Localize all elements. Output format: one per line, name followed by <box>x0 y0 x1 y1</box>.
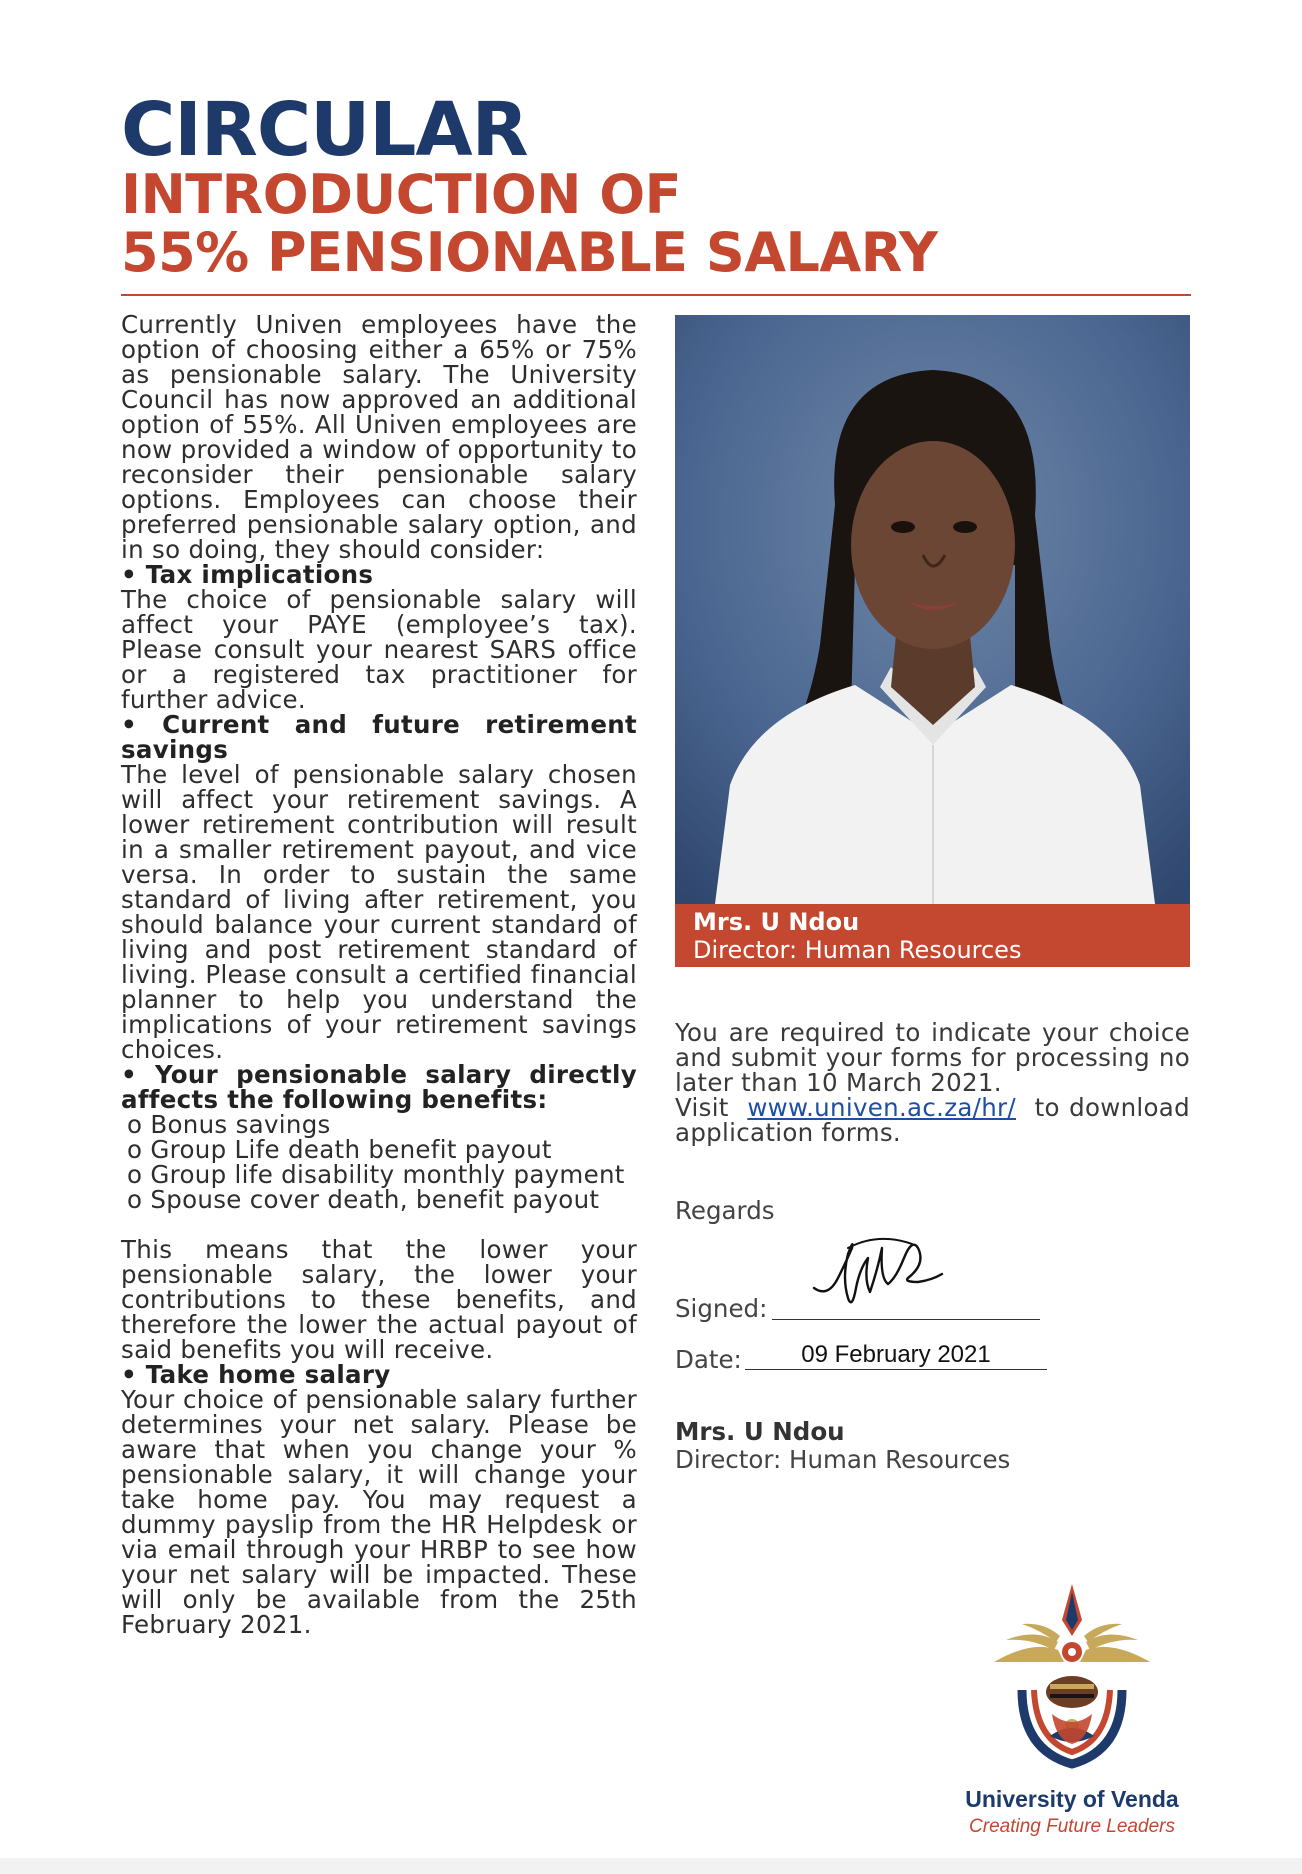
signatory-role: Director: Human Resources <box>675 1445 1011 1474</box>
signatory-block <box>675 1418 1010 1474</box>
section-body-tax: The choice of pensionable salary will affect your PAYE (employee’s tax). Please consult your nearest SARS office or a registered tax practitioner for further advice. <box>121 585 637 714</box>
title-divider <box>121 294 1191 296</box>
subtitle-line-1: INTRODUCTION OF <box>121 163 682 226</box>
page-title: CIRCULAR <box>121 87 528 173</box>
signed-label: Signed: <box>675 1294 768 1323</box>
signatory-name: Mrs. U Ndou <box>675 1417 845 1446</box>
director-portrait <box>675 315 1190 904</box>
section-heading-retirement: • Current and future retirement savings <box>121 710 637 764</box>
signature-line <box>772 1319 1040 1320</box>
visit-suffix: to download application forms. <box>675 1093 1190 1147</box>
list-item: o Bonus savings <box>127 1110 331 1139</box>
section-body-take-home: Your choice of pensionable salary further determines your net salary. Please be aware that when you change your % pensionable salary, it will change your take home pay. You may request a dummy payslip from the HR Helpdesk or via email through your HRBP to see how your net salary will be impacted. These will only be available from the 25th February 2021. <box>121 1385 637 1639</box>
benefits-list <box>121 1112 637 1212</box>
hr-forms-link[interactable]: www.univen.ac.za/hr/ <box>747 1093 1016 1122</box>
university-crest-logo <box>992 1580 1152 1780</box>
body-column <box>121 312 637 1637</box>
subtitle-line-2: 55% PENSIONABLE SALARY <box>121 221 938 284</box>
section-heading-benefits: • Your pensionable salary directly affects the following benefits: <box>121 1060 637 1114</box>
signature-image <box>808 1218 948 1318</box>
portrait-image <box>675 315 1190 904</box>
date-line <box>745 1369 1047 1370</box>
portrait-caption <box>675 904 1190 967</box>
section-body-retirement: The level of pensionable salary chosen will affect your retirement savings. A lower retirement contribution will result in a smaller retirement payout, and vice versa. In order to sustain the same standard of living after retirement, you should balance your current standard of living and post retirement standard of living. Please consult a certified financial planner to help you understand the implications of your retirement savings choices. <box>121 760 637 1064</box>
section-heading-take-home: • Take home salary <box>121 1360 391 1389</box>
page-subtitle <box>121 163 938 284</box>
instructions-block <box>675 1020 1190 1145</box>
date-label: Date: <box>675 1345 742 1374</box>
intro-paragraph: Currently Univen employees have the option of choosing either a 65% or 75% as pensionable salary. The University Council has now approved an additional option of 55%. All Univen employees are now provided a window of opportunity to reconsider their pensionable salary options. Employees can choose their preferred pensionable salary option, and in so doing, they should consider: <box>121 310 637 564</box>
university-name: University of Venda <box>965 1786 1179 1812</box>
caption-name: Mrs. U Ndou <box>693 908 860 936</box>
list-item: o Group life disability monthly payment <box>127 1160 625 1189</box>
list-item: o Spouse cover death, benefit payout <box>127 1185 600 1214</box>
page-bottom-band <box>0 1858 1302 1874</box>
section-heading-tax: • Tax implications <box>121 560 374 589</box>
list-item: o Group Life death benefit payout <box>127 1135 552 1164</box>
benefits-summary-paragraph: This means that the lower your pensionable salary, the lower your contributions to these benefits, and therefore the lower the actual payout of said benefits you will receive. <box>121 1235 637 1364</box>
regards-text: Regards <box>675 1196 775 1225</box>
date-value: 09 February 2021 <box>801 1341 991 1368</box>
caption-role: Director: Human Resources <box>693 936 1022 964</box>
download-instructions <box>675 1095 1190 1145</box>
instructions-text: You are required to indicate your choice and submit your forms for processing no later than 10 March 2021. <box>675 1018 1190 1097</box>
university-tagline: Creating Future Leaders <box>969 1816 1175 1837</box>
visit-prefix: Visit <box>675 1093 729 1122</box>
